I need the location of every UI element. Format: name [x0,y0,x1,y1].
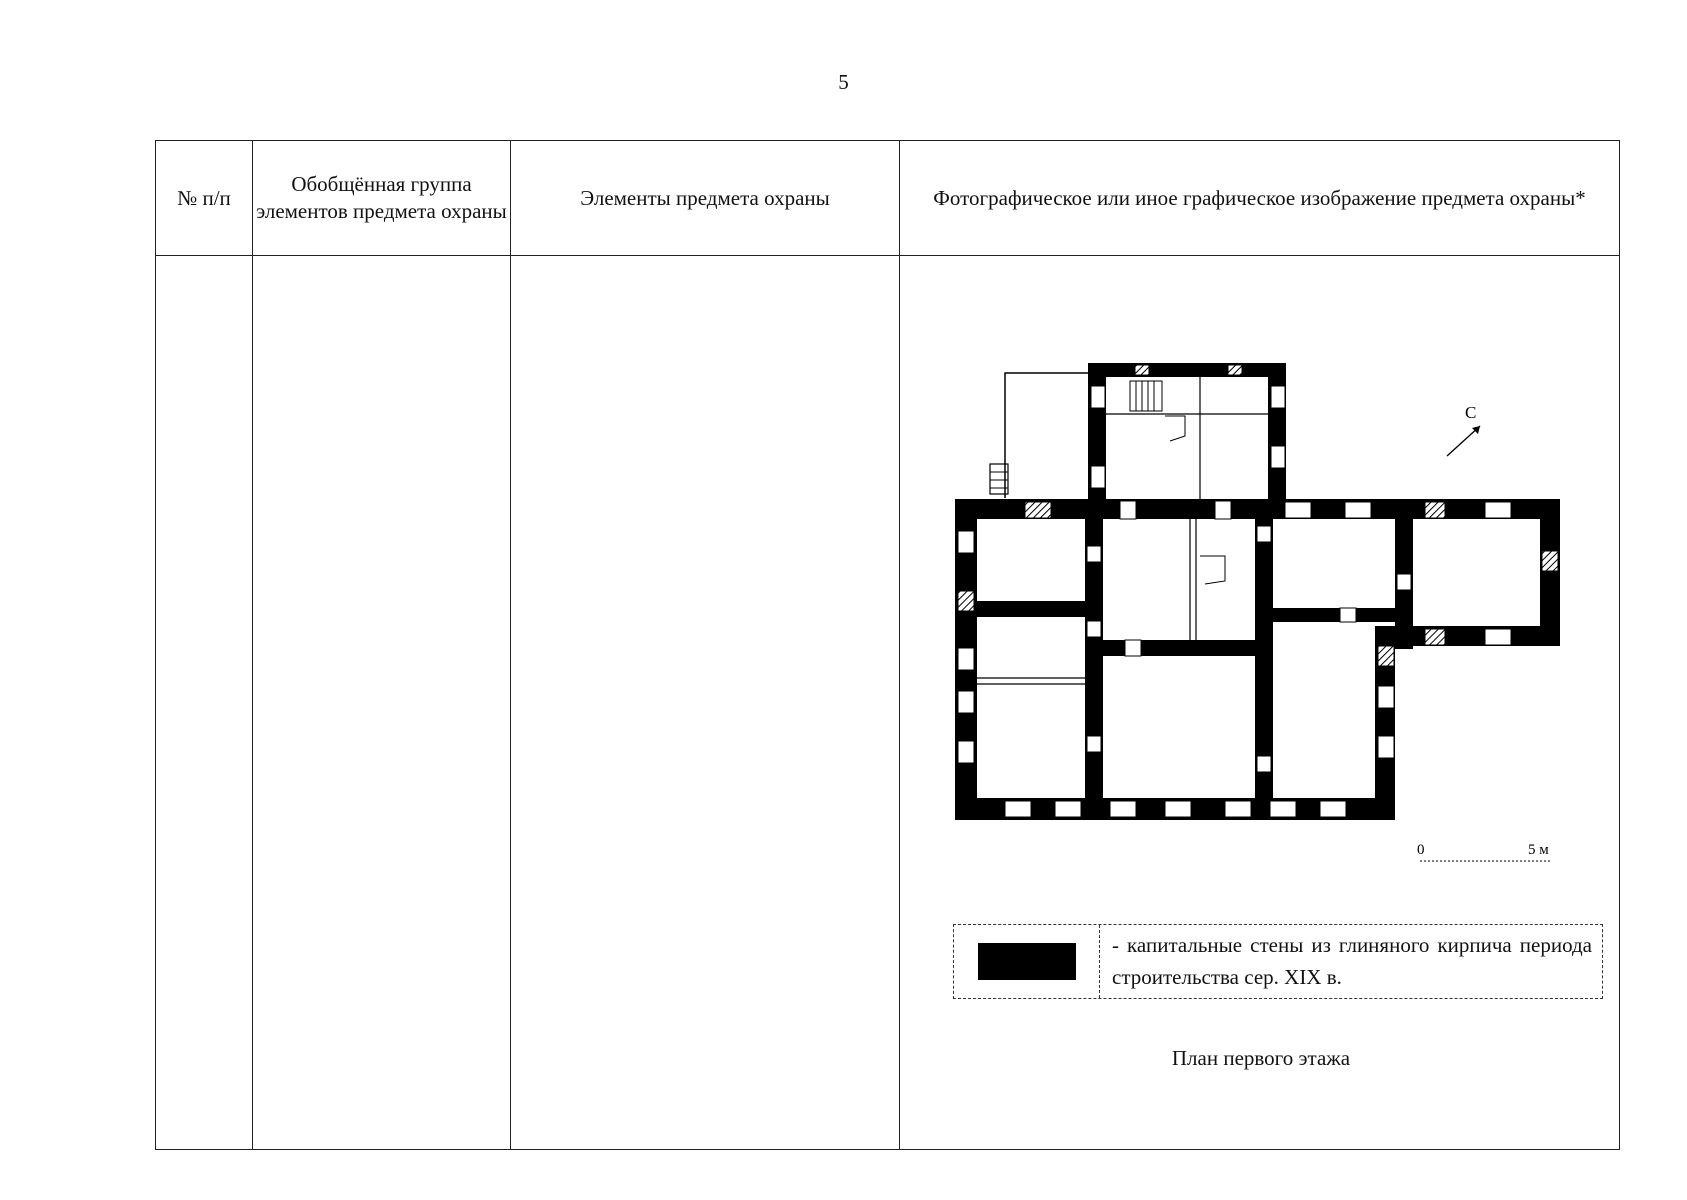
wall [977,601,1087,617]
legend [953,924,1603,999]
north-label: С [1465,403,1477,422]
header-number: № п/п [156,141,253,256]
page-number: 5 [838,70,849,94]
header-element-group: Обобщённая группа элементов предмета охраны [253,141,511,256]
table-row [156,256,1620,1150]
cell-element-group [253,256,511,1150]
scale-start: 0 [1417,842,1425,858]
header-image: Фотографическое или иное графическое изображение предмета охраны* [900,141,1620,256]
legend-swatch-cell [954,925,1100,998]
cell-elements [511,256,900,1150]
scale-end: 5 м [1528,842,1549,858]
capital-walls [955,363,1560,820]
floor-plan-drawing [950,346,1620,866]
wall [1540,506,1560,646]
cell-image [900,256,1620,1150]
protection-subject-table [155,140,1620,1150]
doors [1087,501,1411,772]
partitions [977,377,1268,684]
north-arrow [1447,403,1480,456]
wall [1088,363,1286,377]
legend-swatch [978,943,1076,980]
header-elements: Элементы предмета охраны [511,141,900,256]
scale-bar [1417,842,1550,861]
table-header-row [156,141,1620,256]
floor-plan [950,346,1620,866]
plan-caption: План первого этажа [1171,1046,1351,1070]
wall [1390,626,1560,646]
legend-text: - капитальные стены из глиняного кирпича периода строительства сер. XIX в. [1112,933,1592,989]
wall [1273,608,1398,622]
interior-stairs [1130,381,1225,584]
cell-number [156,256,253,1150]
annex-outline [1005,373,1095,498]
